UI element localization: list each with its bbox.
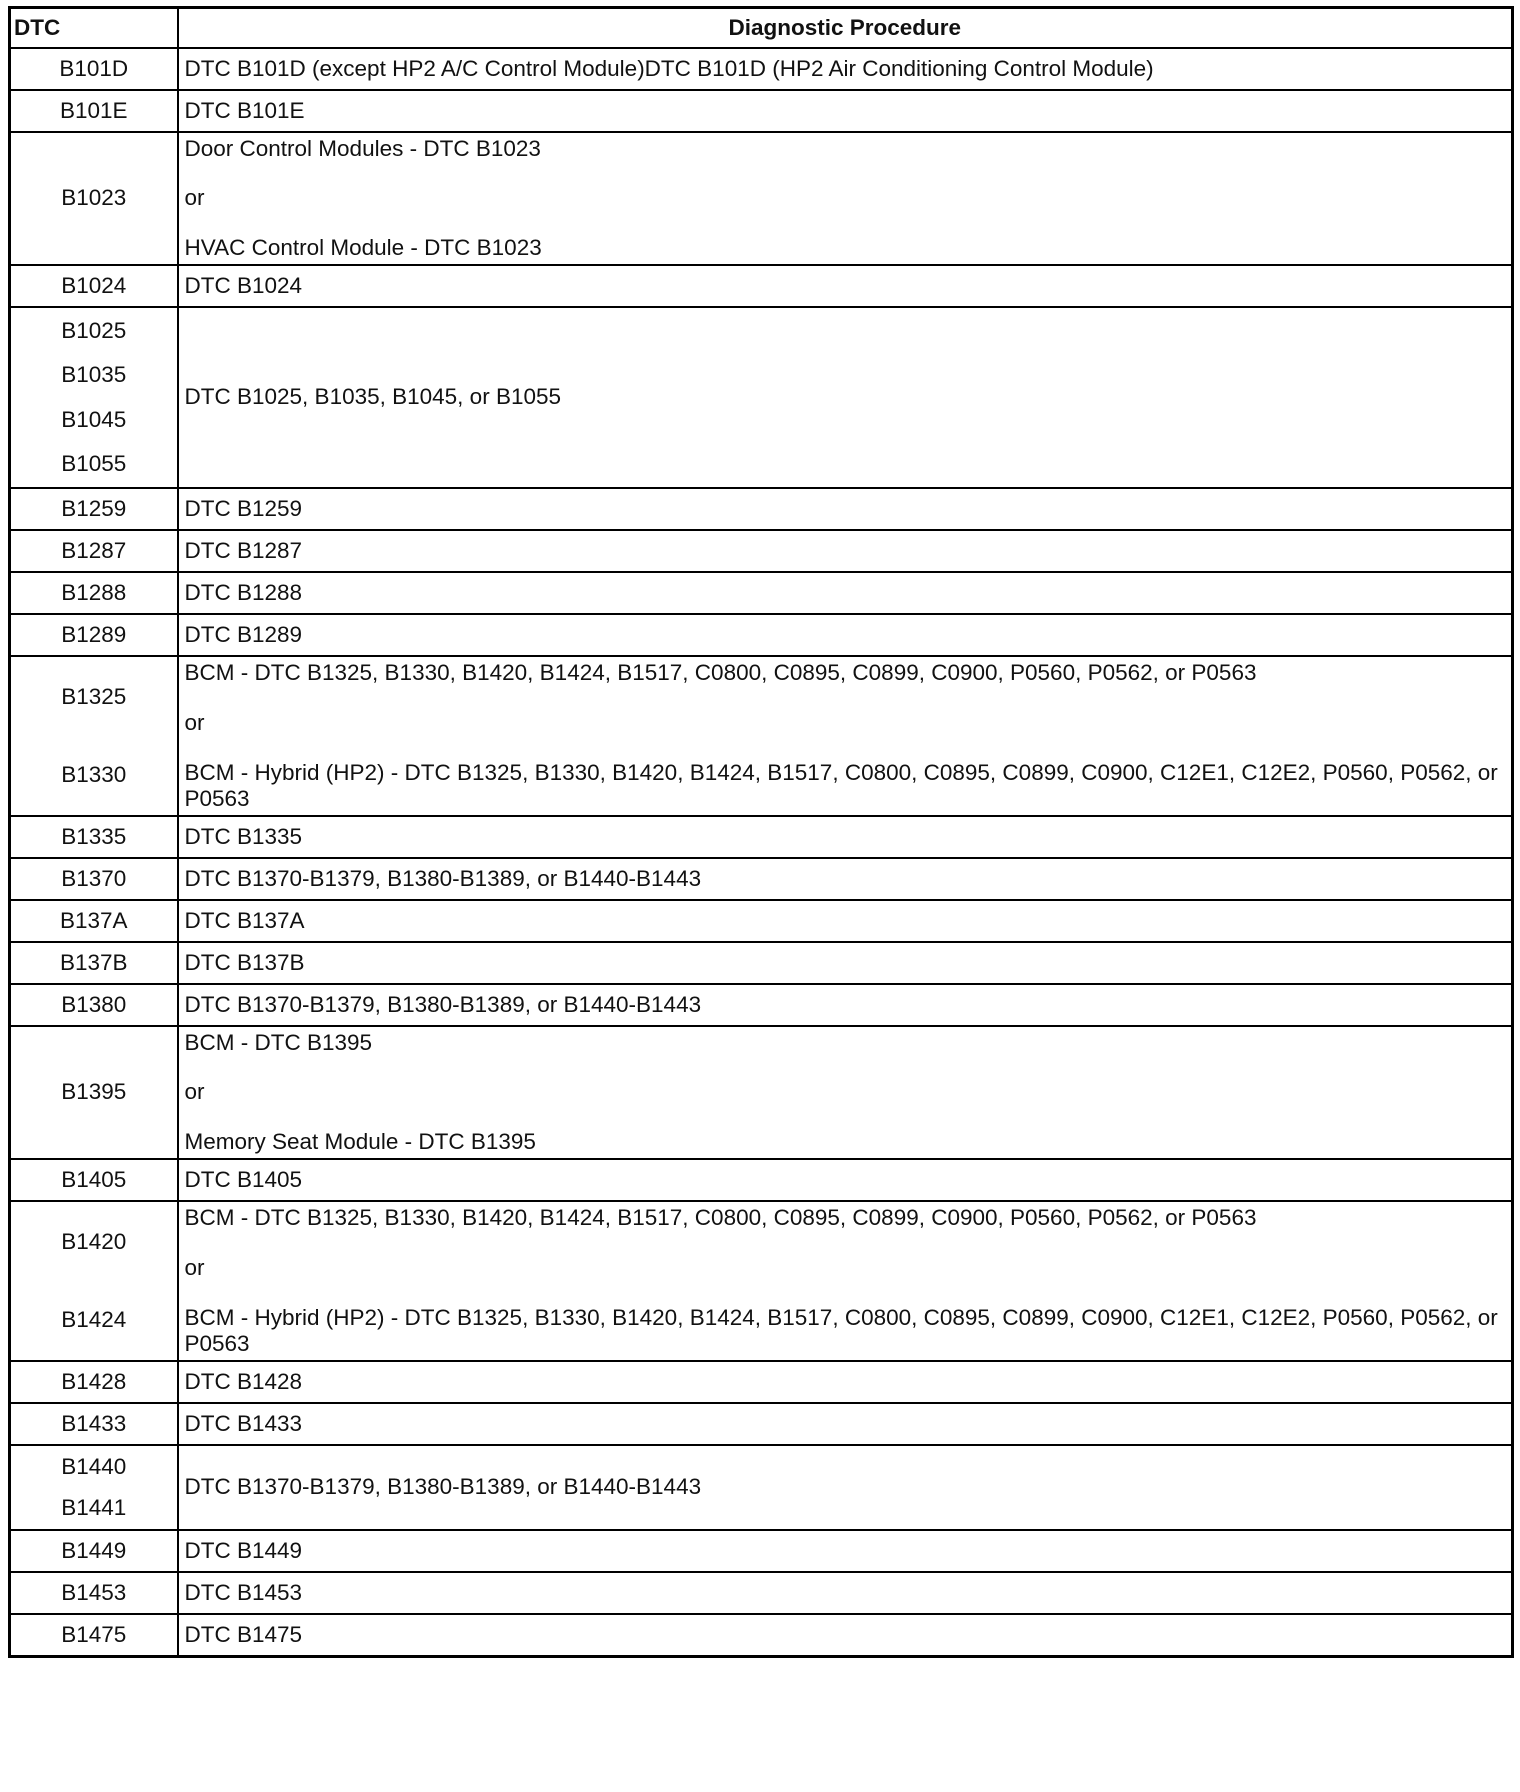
dtc-code-list	[17, 821, 171, 854]
table-row	[10, 1201, 1513, 1361]
dtc-code-list	[17, 1577, 171, 1610]
table-row	[10, 1361, 1513, 1403]
procedure-link[interactable]: DTC B1025, B1035, B1045, or B1055	[184, 384, 562, 410]
procedure-link[interactable]: DTC B1024	[184, 272, 303, 298]
dtc-code-list	[17, 1408, 171, 1441]
procedure-or-separator: or	[184, 185, 205, 211]
procedure-cell	[178, 90, 1513, 132]
dtc-code-cell	[10, 900, 178, 942]
procedure-text-block	[185, 136, 1506, 261]
dtc-code: B1380	[61, 991, 127, 1017]
procedure-cell	[178, 942, 1513, 984]
procedure-text-block	[185, 622, 1506, 648]
table-row	[10, 1403, 1513, 1445]
procedure-link[interactable]: DTC B101E	[184, 97, 305, 123]
dtc-code-list	[17, 1619, 171, 1652]
dtc-code: B1287	[61, 537, 127, 563]
dtc-code-cell	[10, 1530, 178, 1572]
dtc-code-cell	[10, 656, 178, 816]
procedure-link[interactable]: BCM - DTC B1325, B1330, B1420, B1424, B1517, C0800, C0895, C0899, C0900, P0560, P0562, or P0563	[184, 1205, 1257, 1230]
procedure-cell	[178, 132, 1513, 265]
dtc-code-list	[17, 1028, 171, 1157]
procedure-text-block	[185, 1369, 1506, 1395]
dtc-code: B1023	[61, 185, 127, 211]
dtc-code-cell	[10, 1614, 178, 1657]
dtc-code-cell	[10, 1159, 178, 1201]
dtc-code-cell	[10, 90, 178, 132]
dtc-code-cell	[10, 614, 178, 656]
dtc-code-cell	[10, 265, 178, 307]
dtc-code: B1325	[61, 683, 127, 709]
procedure-cell	[178, 265, 1513, 307]
dtc-code-list	[17, 577, 171, 610]
procedure-link[interactable]: DTC B1449	[184, 1537, 303, 1563]
dtc-code: B1370	[61, 865, 127, 891]
procedure-text-block	[185, 660, 1506, 812]
procedure-cell	[178, 1361, 1513, 1403]
procedure-cell	[178, 1614, 1513, 1657]
dtc-table	[8, 6, 1514, 1658]
procedure-cell	[178, 1403, 1513, 1445]
dtc-code-cell	[10, 307, 178, 488]
dtc-code: B1449	[61, 1537, 127, 1563]
procedure-cell	[178, 816, 1513, 858]
dtc-code-list	[17, 535, 171, 568]
table-body	[10, 48, 1513, 1657]
table-row	[10, 132, 1513, 265]
procedure-text-block	[185, 273, 1506, 299]
dtc-code: B1335	[61, 823, 127, 849]
procedure-or-separator: or	[184, 1254, 205, 1280]
table-row	[10, 265, 1513, 307]
dtc-code: B1055	[61, 450, 127, 476]
procedure-cell	[178, 1201, 1513, 1361]
table-row	[10, 572, 1513, 614]
dtc-code-cell	[10, 1026, 178, 1159]
dtc-code-list	[17, 905, 171, 938]
dtc-code-cell	[10, 858, 178, 900]
procedure-link[interactable]: BCM - Hybrid (HP2) - DTC B1325, B1330, B1420, B1424, B1517, C0800, C0895, C0899, C0900, C12E1, C12E2, P0560, P0562, or P0563	[184, 759, 1498, 811]
dtc-code-list	[17, 619, 171, 652]
dtc-code: B1288	[61, 579, 127, 605]
procedure-link[interactable]: DTC B1428	[184, 1368, 303, 1394]
procedure-link[interactable]: BCM - DTC B1395	[184, 1030, 373, 1055]
procedure-link[interactable]: DTC B137A	[184, 907, 305, 933]
dtc-code-cell	[10, 572, 178, 614]
procedure-link[interactable]: BCM - Hybrid (HP2) - DTC B1325, B1330, B1420, B1424, B1517, C0800, C0895, C0899, C0900, C12E1, C12E2, P0560, P0562, or P0563	[184, 1304, 1498, 1356]
table-row	[10, 1572, 1513, 1614]
dtc-code-cell	[10, 984, 178, 1026]
table-row	[10, 1530, 1513, 1572]
dtc-code-cell	[10, 1361, 178, 1403]
table-row	[10, 1159, 1513, 1201]
dtc-column-header: DTC	[10, 8, 178, 49]
procedure-text-block	[185, 580, 1506, 606]
procedure-link[interactable]: Door Control Modules - DTC B1023	[184, 136, 541, 161]
procedure-text-block	[185, 950, 1506, 976]
procedure-text-block	[185, 1205, 1506, 1357]
procedure-cell	[178, 1026, 1513, 1159]
dtc-code-list	[17, 863, 171, 896]
dtc-code-cell	[10, 816, 178, 858]
procedure-text-block	[185, 1538, 1506, 1564]
table-row	[10, 858, 1513, 900]
table-row	[10, 614, 1513, 656]
table-row	[10, 656, 1513, 816]
procedure-cell	[178, 488, 1513, 530]
procedure-link[interactable]: DTC B1370-B1379, B1380-B1389, or B1440-B1443	[184, 1474, 702, 1500]
dtc-code-list	[17, 309, 171, 486]
table-row	[10, 984, 1513, 1026]
dtc-code: B1428	[61, 1368, 127, 1394]
procedure-or-separator: or	[184, 1079, 205, 1105]
procedure-link[interactable]: DTC B1433	[184, 1410, 303, 1436]
procedure-cell	[178, 1159, 1513, 1201]
dtc-code: B1424	[61, 1306, 127, 1332]
table-row	[10, 307, 1513, 488]
dtc-code-list	[17, 95, 171, 128]
dtc-code: B1289	[61, 621, 127, 647]
dtc-code-cell	[10, 132, 178, 265]
dtc-code: B1433	[61, 1410, 127, 1436]
procedure-cell	[178, 984, 1513, 1026]
dtc-code-list	[17, 134, 171, 263]
table-row	[10, 1614, 1513, 1657]
table-row	[10, 530, 1513, 572]
procedure-link[interactable]: BCM - DTC B1325, B1330, B1420, B1424, B1517, C0800, C0895, C0899, C0900, P0560, P0562, or P0563	[184, 660, 1257, 685]
procedure-text-block	[185, 496, 1506, 522]
dtc-code: B1475	[61, 1621, 127, 1647]
dtc-code: B1420	[61, 1228, 127, 1254]
dtc-code: B1330	[61, 761, 127, 787]
procedure-text-block	[185, 866, 1506, 892]
dtc-code: B1440	[61, 1454, 127, 1480]
procedure-or-separator: or	[184, 709, 205, 735]
procedure-link[interactable]: DTC B1370-B1379, B1380-B1389, or B1440-B1443	[184, 991, 702, 1017]
dtc-code-list	[17, 1447, 171, 1528]
dtc-code: B1045	[61, 406, 127, 432]
table-row	[10, 1445, 1513, 1530]
dtc-code-list	[17, 947, 171, 980]
procedure-text-block	[185, 1474, 1506, 1500]
procedure-text-block	[185, 908, 1506, 934]
dtc-code-cell	[10, 1403, 178, 1445]
dtc-code: B101D	[59, 55, 129, 81]
procedure-link[interactable]: DTC B1259	[184, 495, 303, 521]
dtc-code-cell	[10, 48, 178, 90]
procedure-text-block	[185, 538, 1506, 564]
dtc-code-list	[17, 1203, 171, 1359]
procedure-cell	[178, 48, 1513, 90]
dtc-code-list	[17, 989, 171, 1022]
dtc-code-list	[17, 1535, 171, 1568]
procedure-cell	[178, 307, 1513, 488]
dtc-code-list	[17, 658, 171, 814]
dtc-code: B1395	[61, 1079, 127, 1105]
table-row	[10, 90, 1513, 132]
dtc-code-list	[17, 493, 171, 526]
dtc-code: B1441	[61, 1494, 127, 1520]
procedure-link[interactable]: DTC B1370-B1379, B1380-B1389, or B1440-B1443	[184, 865, 702, 891]
procedure-text-block	[185, 1030, 1506, 1155]
dtc-code-cell	[10, 1445, 178, 1530]
procedure-text-block	[185, 824, 1506, 850]
dtc-code-list	[17, 52, 171, 86]
table-row	[10, 816, 1513, 858]
procedure-text-block	[185, 1411, 1506, 1437]
procedure-text-block	[185, 992, 1506, 1018]
procedure-link[interactable]: DTC B1289	[184, 621, 303, 647]
table-row	[10, 48, 1513, 90]
dtc-code-cell	[10, 1572, 178, 1614]
procedure-cell	[178, 614, 1513, 656]
procedure-link[interactable]: DTC B1287	[184, 537, 303, 563]
dtc-code: B137B	[59, 949, 128, 975]
procedure-cell	[178, 858, 1513, 900]
table-row	[10, 488, 1513, 530]
procedure-column-header: Diagnostic Procedure	[178, 8, 1513, 49]
procedure-cell	[178, 1445, 1513, 1530]
procedure-link[interactable]: DTC B101D (except HP2 A/C Control Module)DTC B101D (HP2 Air Conditioning Control Module)	[184, 55, 1154, 81]
dtc-code: B1453	[61, 1579, 127, 1605]
procedure-link[interactable]: DTC B1288	[184, 579, 303, 605]
dtc-code: B1024	[61, 272, 127, 298]
procedure-link[interactable]: DTC B137B	[184, 949, 305, 975]
dtc-code: B1259	[61, 495, 127, 521]
procedure-link[interactable]: DTC B1475	[184, 1621, 303, 1647]
dtc-code: B101E	[59, 97, 128, 123]
procedure-cell	[178, 900, 1513, 942]
procedure-cell	[178, 1530, 1513, 1572]
dtc-code-cell	[10, 1201, 178, 1361]
dtc-code: B1405	[61, 1166, 127, 1192]
dtc-code-cell	[10, 488, 178, 530]
procedure-text-block	[185, 384, 1506, 410]
procedure-text-block	[185, 1167, 1506, 1193]
dtc-code: B1035	[61, 362, 127, 388]
procedure-link[interactable]: HVAC Control Module - DTC B1023	[184, 234, 542, 260]
dtc-code: B1025	[61, 318, 127, 344]
table-row	[10, 900, 1513, 942]
procedure-cell	[178, 530, 1513, 572]
table-row	[10, 1026, 1513, 1159]
table-row	[10, 942, 1513, 984]
dtc-code: B137A	[59, 907, 128, 933]
procedure-text-block	[185, 1580, 1506, 1606]
dtc-code-cell	[10, 530, 178, 572]
header-row	[10, 8, 1513, 49]
procedure-text-block	[185, 98, 1506, 124]
dtc-code-list	[17, 1366, 171, 1399]
procedure-text-block	[185, 1622, 1506, 1648]
dtc-code-cell	[10, 942, 178, 984]
procedure-cell	[178, 656, 1513, 816]
dtc-code-list	[17, 1164, 171, 1197]
procedure-link[interactable]: DTC B1335	[184, 823, 303, 849]
procedure-cell	[178, 572, 1513, 614]
procedure-cell	[178, 1572, 1513, 1614]
procedure-link[interactable]: DTC B1405	[184, 1166, 303, 1192]
procedure-text-block	[185, 56, 1506, 82]
dtc-code-list	[17, 270, 171, 303]
procedure-link[interactable]: Memory Seat Module - DTC B1395	[184, 1128, 536, 1154]
procedure-link[interactable]: DTC B1453	[184, 1579, 303, 1605]
